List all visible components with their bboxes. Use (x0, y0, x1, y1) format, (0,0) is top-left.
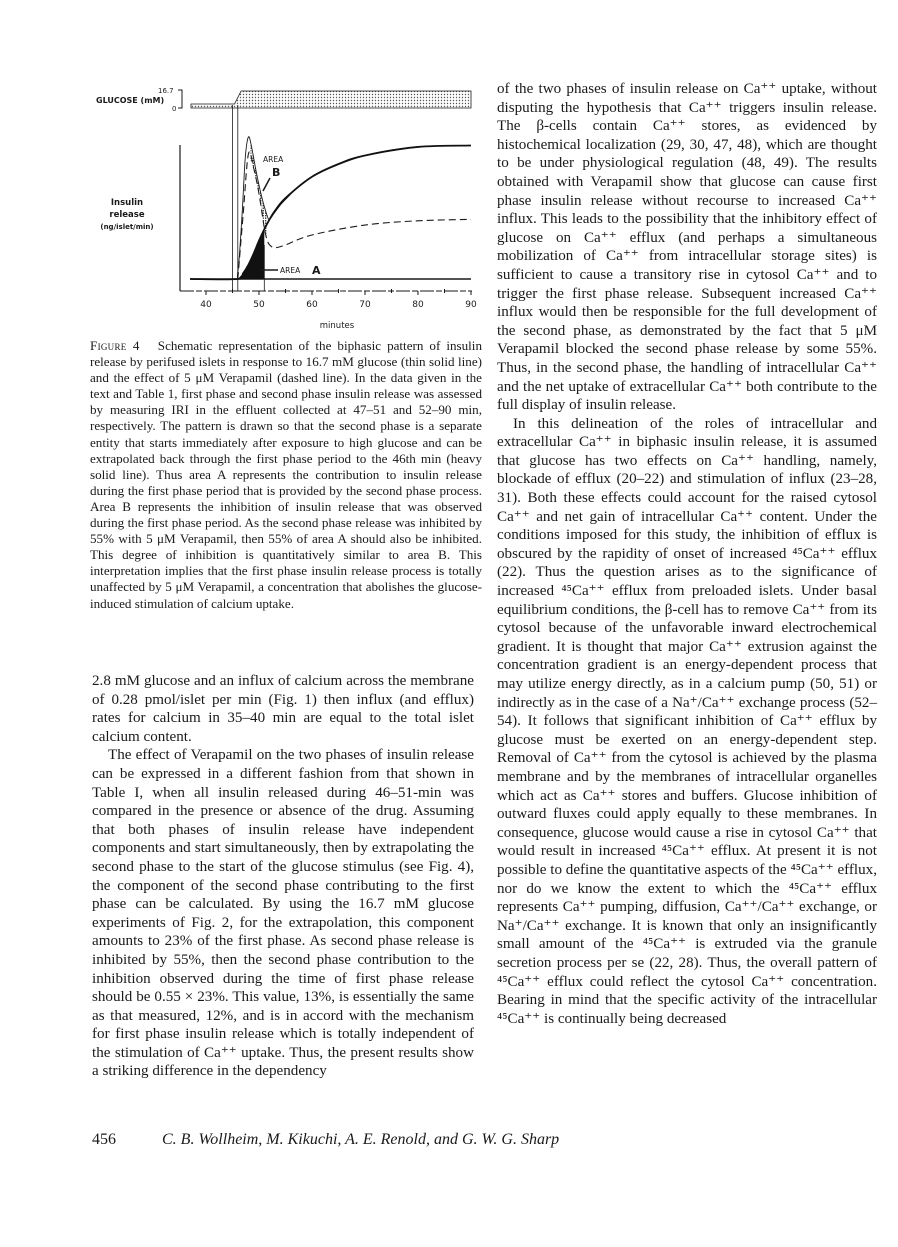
x-tick-label: 50 (253, 300, 265, 310)
page-footer (92, 1131, 692, 1149)
footer-authors: C. B. Wollheim, M. Kikuchi, A. E. Renold, and G. W. G. Sharp (162, 1131, 560, 1148)
figure-4-chart (80, 75, 500, 335)
caption-text: Schematic representation of the biphasic pattern of insulin release by perifused islets in response to 16.7 mM glucose (thin solid line) and the effect of 5 μM Verapamil (dashed line). In the data given in the text and Table 1, first phase and second phase insulin release was assessed by measuring IRI in the effluent collected at 47–51 and 52–90 min, respectively. The pattern is drawn so that the second phase is a separate entity that starts immediately after exposure to high glucose and can be extrapolated back through the first phase period to the 46th min (heavy solid line). Thus area A represents the contribution to insulin release during the first phase period that is provided by the second phase process. Area B represents the inhibition of insulin release that was observed during the first phase period. As the second phase release was inhibited by 55% with 5 μM Verapamil, then 55% of area A should also be inhibited. This degree of inhibition is quantitatively similar to area B. This interpretation implies that the first phase insulin release process is totally unaffected by 5 μM Verapamil, a concentration that abolishes the glucose-induced stimulation of calcium uptake. (90, 338, 482, 611)
y-label-line-1: Insulin (110, 198, 144, 208)
x-axis-label: minutes (319, 321, 355, 331)
glucose-low-tick: 0 (172, 105, 177, 113)
figure-4 (80, 75, 500, 335)
area-a-letter: A (312, 264, 321, 277)
area-b-letter: B (272, 166, 281, 179)
glucose-high-tick: 16.7 (158, 87, 174, 95)
y-label-line-2: release (109, 210, 145, 220)
glucose-bracket (178, 90, 182, 108)
figure-caption (90, 338, 482, 612)
x-tick-label: 90 (465, 300, 477, 310)
glucose-label: GLUCOSE (mM) (96, 96, 165, 105)
glucose-step-bar (191, 91, 471, 108)
y-label-line-3: (ng/islet/min) (100, 223, 154, 231)
paragraph: of the two phases of insulin release on Ca⁺⁺ uptake, without disputing the hypothesis that Ca⁺⁺ triggers insulin release. The β-cells contain Ca⁺⁺ stores, as evidenced by histochemical localization (29, 30, 47, 48), which are thought to be under physiological regulation (48, 49). The results obtained with Verapamil show that glucose can cause first phase insulin release without recourse to increased Ca⁺⁺ influx. This leads to the possibility that the inhibitory effect of glucose on Ca⁺⁺ efflux (and perhaps a simultaneous mobilization of Ca⁺⁺ from intracellular storage sites) is sufficient to cause a transitory rise in cytosol Ca⁺⁺ and to trigger the first phase release. Subsequent increased Ca⁺⁺ influx would then be responsible for the full development of the second phase, as demonstrated by the fact that 5 μM Verapamil blocked the second phase release by some 55%. Thus, in the second phase, the handling of intracellular Ca⁺⁺ and the net uptake of extracellular Ca⁺⁺ both contribute to the full display of insulin release. (497, 81, 877, 414)
left-column (92, 672, 474, 1081)
x-tick-label: 70 (359, 300, 371, 310)
x-tick-label: 80 (412, 300, 424, 310)
x-tick-label: 60 (306, 300, 318, 310)
figure-number: Figure 4 (90, 338, 140, 353)
area-b-arrow (263, 178, 270, 191)
paragraph: 2.8 mM glucose and an influx of calcium across the membrane of 0.28 pmol/islet per min (Fig. 1) then influx (and efflux) rates for calcium in 35–40 min are equal to the total islet calcium content. (92, 673, 474, 745)
area-b-label: AREA (263, 155, 284, 164)
area-a-label: AREA (280, 266, 301, 275)
right-column (497, 80, 877, 1028)
x-tick-label: 40 (200, 300, 212, 310)
page-number: 456 (92, 1131, 116, 1148)
glucose-step-area (191, 91, 471, 108)
paragraph: The effect of Verapamil on the two phases of insulin release can be expressed in a different fashion from that shown in Table I, when all insulin released during 46–51-min was compared in the presence or absence of the drug. Assuming that both phases of insulin release have independent components and start simultaneously, then by extrapolating the second phase to the start of the glucose stimulus (see Fig. 4), the component of the second phase contributing to the first phase can be calculated. By using the 16.7 mM glucose experiments of Fig. 2, for the extrapolation, this component amounts to 23% of the first phase. As second phase release is inhibited by 55%, then the second phase contribution to the inhibition observed during the time of first phase release should be 0.55 × 23%. This value, 13%, is essentially the same as that measured, 12%, and is in accord with the mechanism for first phase insulin release which is totally independent of the stimulation of Ca⁺⁺ uptake. Thus, the present results show a striking difference in the dependency (92, 747, 474, 1080)
paragraph: In this delineation of the roles of intracellular and extracellular Ca⁺⁺ in biphasic insulin release, it is assumed that glucose has two effects on Ca⁺⁺ handling, namely, blockade of efflux (20–22) and stimulation of influx (23–28, 31). Both these effects could account for the raised cytosol Ca⁺⁺ and net gain of intracellular Ca⁺⁺ content. Under the conditions imposed for this study, the inhibition of efflux is obscured by the rapidity of onset of increased ⁴⁵Ca⁺⁺ efflux (22). Thus the question arises as to the significance of increased ⁴⁵Ca⁺⁺ efflux from preloaded islets. Under basal equilibrium conditions, the β-cell has to remove Ca⁺⁺ from its cytosol because of the unfavorable inward electrochemical gradient. It is thought that major Ca⁺⁺ extrusion against the concentration gradient is an energy-dependent process that may utilize energy directly, as in a calcium pump (50, 51) or indirectly as in the case of a Na⁺/Ca⁺⁺ exchange process (52–54). It follows that significant inhibition of Ca⁺⁺ efflux by glucose must be exerted on an energy-dependent step. Removal of Ca⁺⁺ from the cytosol is achieved by the plasma membrane and by the membranes of intracellular organelles which act as Ca⁺⁺ stores and buffers. Glucose inhibition of outward fluxes could apply equally to these membranes. In consequence, glucose would cause a rise in cytosol Ca⁺⁺ that would result in increased ⁴⁵Ca⁺⁺ efflux. At present it is not possible to define the quantitative aspects of the ⁴⁵Ca⁺⁺ efflux, nor do we know the extent to which the ⁴⁵Ca⁺⁺ efflux represents Ca⁺⁺ pumping, diffusion, Ca⁺⁺/Ca⁺⁺ exchange, or Na⁺/Ca⁺⁺ exchange. It is known that only an insignificantly small amount of the ⁴⁵Ca⁺⁺ is extruded via the granule secretion process per se (22, 28). Thus, the overall pattern of ⁴⁵Ca⁺⁺ efflux could reflect the cytosol Ca⁺⁺ concentration. Bearing in mind that the specific activity of the intracellular ⁴⁵Ca⁺⁺ is continually being decreased (497, 415, 877, 1027)
